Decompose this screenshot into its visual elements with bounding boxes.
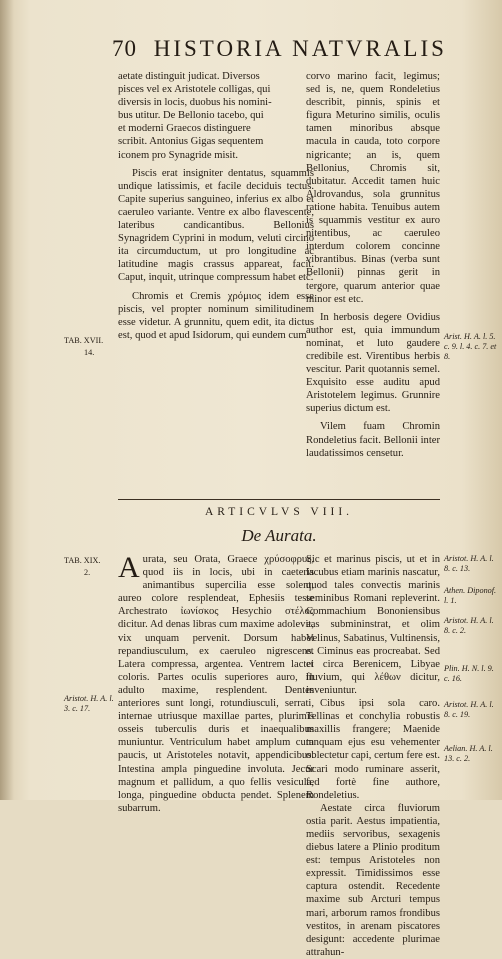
paragraph: Chromis et Cremis χρόμιος idem esse piscis, vel propter nominum similitudinem esse videtur. A grunnitu, quem edit, ita dictus est, quod et apud Isidorum, qui eundem cum [118, 290, 314, 341]
margin-tab-ref: TAB. XVII. [64, 336, 104, 345]
margin-citation: Aristot. H. A. l. 8. c. 13. [444, 554, 494, 573]
margin-citation: Aelian. H. A. l. 13. c. 2. [444, 744, 493, 763]
running-title: HISTORIA NATVRALIS [153, 36, 447, 61]
paragraph-text: urata, seu Orata, Graece χρύσοφρυς, quod iis in locis, ubi in caeteris animantibus supercilia esse solent, aureo colore resplendeat, Ephesiis teste Archestrato ἰωνίσκος Hesychio στέλος dicitur. Ad denas libras cum maxime adolevit, vix unquam pervenit. Dorsum habet repandiusculum, ex caeruleo nigrescens. Latera compressa, argentea. Ventrem lactei coloris. Partes oculis superiores auro, in adulto maxime, resplendent. Dentes anteriores sunt longi, rotundiusculi, serrati, internae utriusque maxillae partes, plurimis osseis tuberculis duris et inaequalibus muniuntur. Ventriculum habet amplum cum paucis, ut Aristoteles notavit, appendicibus. Intestina ampla pinguedine involuta. Jecur magnum et pallidum, a quo fellis vesicula, longa, pinguedine obducta pendet. Splenem subarrum. [118, 554, 314, 814]
margin-tab-num: 2. [84, 568, 91, 577]
text-line: et moderni Graecos distinguere [118, 123, 251, 135]
top-right-column [306, 70, 440, 460]
bottom-left-column [118, 553, 314, 815]
margin-citation: Athen. Diponof. l. 1. [444, 586, 497, 605]
margin-citation: Aristot. H. A. l. 8. c. 2. [444, 616, 494, 635]
bottom-right-column [306, 553, 440, 959]
text-line: diversis in locis, duobus his nomini- [118, 97, 272, 109]
margin-citation: Aristot. H. A. l. 3. c. 17. [64, 694, 114, 713]
text-line: pisces vel ex Aristotele colligas, qui [118, 84, 271, 96]
paragraph: corvo marino facit, legimus; sed is, ne, quem Rondeletius describit, pinnis, spinis et figura Meturino similis, oculis tamen minoribus absque macula in cauda, toto corpore nigricante; an is, quem Bellonius, Chromis sit, dubitatur. Accedit tamen huic Aldrovandus, sola grunnitus ratione habita. Tenuibus autem is squammis vestitur ex auro nitentibus, ac caeruleo interdum colorem concinne vibrantibus. Binas (verba sunt Bellonii) pinnas gerit in tergore, quarum anterior quae minor est etc. [306, 71, 440, 305]
margin-citation: Plin. H. N. l. 9. c. 16. [444, 664, 494, 683]
paragraph [118, 553, 314, 815]
drop-cap: A [118, 551, 140, 584]
divider [118, 499, 440, 500]
text-line: bus utitur. De Bellonio tacebo, qui [118, 110, 264, 122]
paragraph: Vilem fuam Chromin Rondeletius facit. Bellonii inter laudatissimos censetur. [306, 421, 440, 459]
paragraph: Sic et marinus piscis, ut et in lacubus etiam marinis nascatur, quod tales convectis marinis seminibus Romani repleverint. Commachium Bononiensibus eas submininstrat, et olim Velinus, Sabatinus, Vultinensis, et Ciminus eas procreabat. Sed et circa Berenicem, Libyae fluvium, qui λέθων dicitur, inveniuntur. [306, 554, 440, 696]
text-line: scribit. Antonius Gigas sequentem [118, 136, 264, 148]
top-left-column [118, 70, 314, 342]
margin-tab-ref: TAB. XIX. [64, 556, 101, 565]
paragraph: Cibus ipsi sola caro. Tellinas et conchylia robustis maxillis frangere; Maenide tanquam ejus esu vehementer oblectetur capi, certum fere est. Scari modo ruminare asserit, fed fortè fine authore, Rondeletius. [306, 698, 440, 801]
article-title: De Aurata. [241, 526, 317, 545]
paragraph: Piscis erat insigniter dentatus, squammis undique latissimis, et facile deciduis tectus. Capite superius sanguineo, inferius ex albo et caeruleo variante. Ventre ex albo flavescente, lateribus candicantibus. Bellonius Synagridem Cyprini in modum, veluti circino ita circumductum, ut pro longitudine ac latitudine magis crassus appareat, facit. Caput, inquit, utrinque compressum habet etc. [118, 167, 314, 284]
page-header [112, 36, 447, 62]
text-line: aetate distinguit judicat. Diversos [118, 71, 260, 82]
margin-citation: Arist. H. A. l. 5. c. 9. l. 4. c. 7. et 8. [444, 332, 497, 361]
article-heading: ARTICVLVS VIII. [204, 506, 354, 518]
page-number: 70 [112, 36, 137, 61]
paragraph: In herbosis degere Ovidius author est, quia immundum nominat, et luto gaudere credibile est. Virentibus herbis vescitur. Parit quotannis semel. Exquisito esse auditu apud Aristotelem legimus. Grunnire superius dictum est. [306, 311, 440, 415]
paragraph: Aestate circa fluviorum ostia parit. Aestus impatientia, mediis servoribus, sexagenis diebus latere a Plinio proditum est: tempus Aristoteles non expressit. Timidissimos esse captura ostendit. Recedente maxime sub Arcturi tempus mari, arborum ramos frondibus vestitos, in arenam piscatores desigunt: accedente plurimae attrahun- [306, 802, 440, 958]
text-line: iconem pro Synagride misit. [118, 149, 239, 161]
margin-tab-num: 14. [84, 348, 95, 357]
margin-citation: Aristot. H. A. l. 8. c. 19. [444, 700, 494, 719]
